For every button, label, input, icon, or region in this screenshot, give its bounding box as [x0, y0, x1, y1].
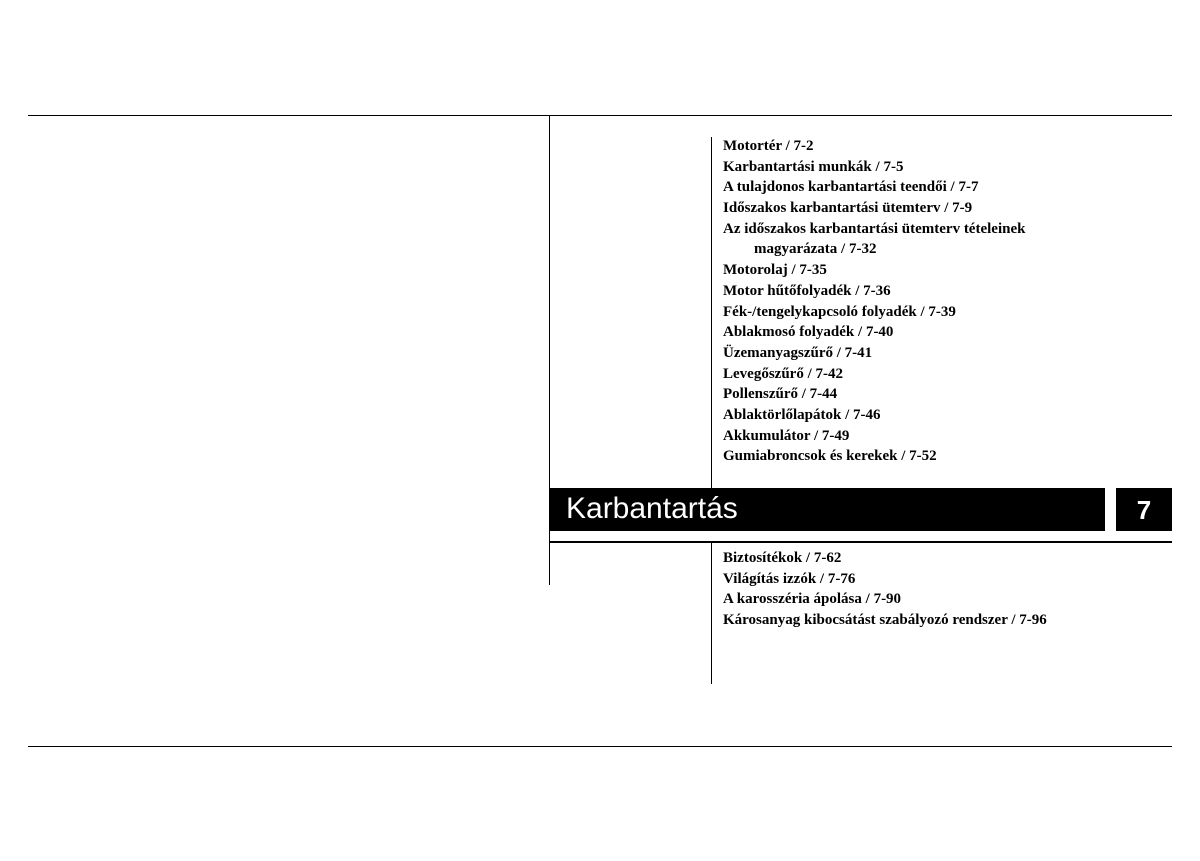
toc-list-bottom: [723, 548, 1047, 631]
toc-entry: Levegőszűrő / 7-42: [723, 365, 843, 382]
chapter-title-band: [549, 488, 1105, 531]
toc-entry: Ablakmosó folyadék / 7-40: [723, 324, 894, 341]
toc-entry: Fék-/tengelykapcsoló folyadék / 7-39: [723, 303, 956, 320]
top-rule: [28, 115, 1172, 116]
toc-divider-bottom: [711, 543, 712, 684]
toc-entry: Akkumulátor / 7-49: [723, 427, 850, 444]
toc-entry: Motor hűtőfolyadék / 7-36: [723, 282, 891, 299]
toc-divider-top: [711, 137, 712, 488]
toc-entry: A tulajdonos karbantartási teendői / 7-7: [723, 179, 979, 196]
toc-entry: Pollenszűrő / 7-44: [723, 386, 838, 403]
bottom-rule: [28, 746, 1172, 747]
toc-entry: Károsanyag kibocsátást szabályozó rendszer / 7-96: [723, 612, 1047, 629]
toc-entry: Üzemanyagszűrő / 7-41: [723, 344, 873, 361]
toc-entry: Biztosítékok / 7-62: [723, 550, 842, 566]
toc-entry: magyarázata / 7-32: [754, 241, 877, 258]
toc-entry: Motortér / 7-2: [723, 138, 814, 154]
toc-entry: Ablaktörlőlapátok / 7-46: [723, 406, 881, 423]
toc-entry: Időszakos karbantartási ütemterv / 7-9: [723, 200, 973, 217]
chapter-number-tab: [1116, 488, 1172, 531]
toc-entry: Motorolaj / 7-35: [723, 262, 827, 279]
toc-entry: Gumiabroncsok és kerekek / 7-52: [723, 448, 937, 465]
toc-entry: Karbantartási munkák / 7-5: [723, 158, 904, 175]
toc-entry: Világítás izzók / 7-76: [723, 570, 856, 587]
chapter-number: 7: [1136, 495, 1152, 525]
toc-entry: Az időszakos karbantartási ütemterv tételeinek: [723, 220, 1026, 237]
chapter-underline: [549, 541, 1172, 543]
toc-entry: A karosszéria ápolása / 7-90: [723, 591, 902, 608]
toc-list-top: [723, 136, 1025, 467]
chapter-title: Karbantartás: [566, 492, 738, 525]
